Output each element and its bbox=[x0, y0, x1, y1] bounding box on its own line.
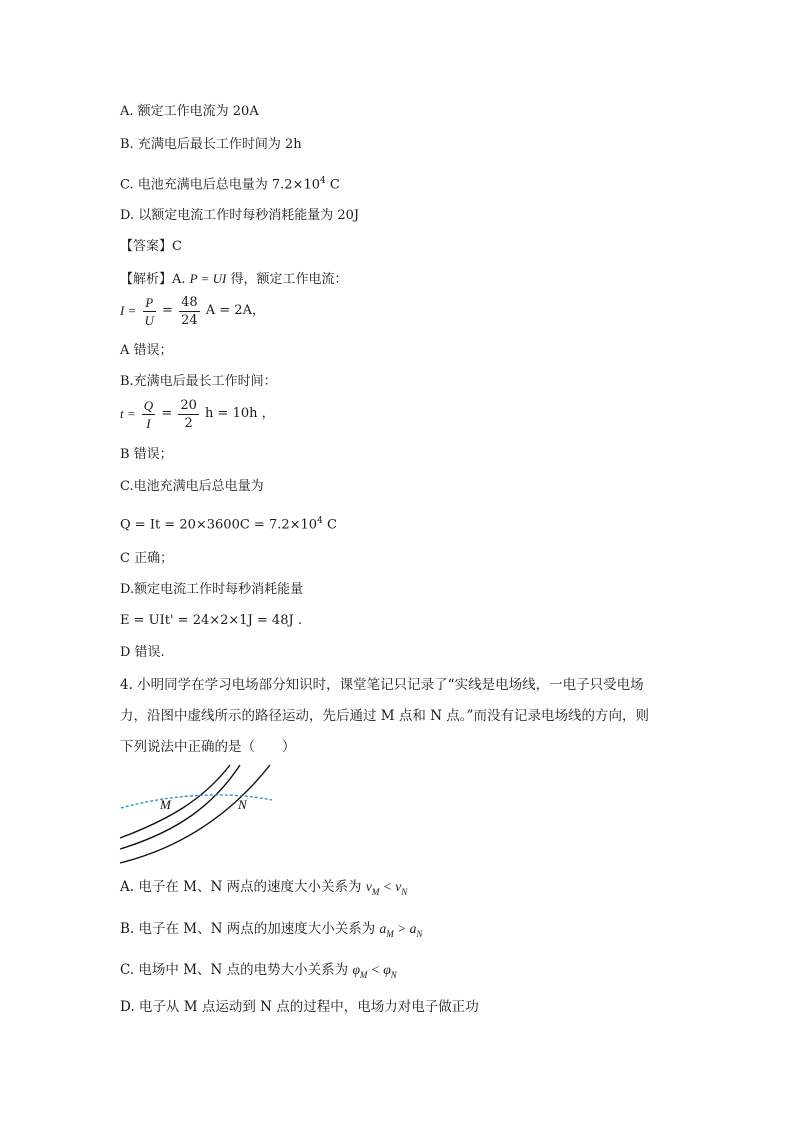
analysis-head-suffix: 得，额定工作电流： bbox=[226, 272, 348, 287]
analysis-d-wrong: D 错误. bbox=[120, 645, 165, 660]
option-c-text: C. 电池充满电后总电量为 7.2×10 bbox=[120, 177, 320, 193]
field-line-1 bbox=[120, 765, 230, 838]
analysis-d-head: D.额定电流工作时每秒消耗能量 bbox=[120, 582, 304, 597]
q4-option-b-text: B. 电子在 M、N 两点的加速度大小关系为 bbox=[120, 921, 380, 937]
eq1-rhs: A = 2A， bbox=[205, 303, 265, 318]
eq1-den1: U bbox=[144, 312, 154, 328]
analysis-b-wrong: B 错误； bbox=[120, 447, 173, 462]
eq2-num1: Q bbox=[143, 397, 154, 413]
field-line-2 bbox=[120, 765, 240, 849]
eq2-lhs: t = bbox=[120, 406, 136, 421]
q4-option-c-sub1: M bbox=[359, 969, 368, 980]
electric-field-figure bbox=[118, 762, 278, 866]
eq1-num2: 48 bbox=[181, 294, 198, 310]
eq1-den2: 24 bbox=[181, 312, 198, 328]
eq2-equals: = bbox=[161, 406, 173, 421]
q4-option-a-mid: < v bbox=[379, 879, 402, 894]
option-d-prev: D. 以额定电流工作时每秒消耗能量为 20J bbox=[120, 208, 360, 223]
q4-option-a-sub2: N bbox=[401, 886, 408, 897]
eq3-text: Q = It = 20×3600C = 7.2×10 bbox=[120, 517, 318, 533]
analysis-head-prefix: 【解析】A. bbox=[120, 272, 190, 287]
analysis-c-right: C 正确； bbox=[120, 551, 174, 566]
analysis-a-wrong: A 错误； bbox=[120, 343, 173, 358]
q4-option-b-var: a bbox=[379, 921, 387, 936]
analysis-head bbox=[120, 269, 348, 290]
eq1-fraction-2 bbox=[179, 294, 200, 329]
equation-charge bbox=[120, 511, 337, 535]
q4-option-a-text: A. 电子在 M、N 两点的速度大小关系为 bbox=[120, 879, 366, 895]
analysis-c-head: C.电池充满电后总电量为 bbox=[120, 479, 264, 494]
option-a-prev: A. 额定工作电流为 20A bbox=[120, 104, 259, 119]
eq1-lhs: I = bbox=[120, 303, 137, 318]
equation-current bbox=[120, 293, 265, 330]
equation-energy: E = UIt' = 24×2×1J = 48J . bbox=[120, 613, 302, 628]
q4-option-b bbox=[120, 919, 422, 945]
eq2-num2: 20 bbox=[180, 397, 197, 413]
q4-option-a-sub1: M bbox=[371, 886, 380, 897]
q4-option-a-var: v bbox=[365, 879, 372, 894]
eq2-fraction-2 bbox=[178, 397, 199, 432]
q4-option-c bbox=[120, 960, 397, 986]
option-b-prev: B. 充满电后最长工作时间为 2h bbox=[120, 137, 302, 152]
q4-option-c-text: C. 电场中 M、N 点的电势大小关系为 bbox=[120, 962, 353, 978]
q4-option-c-mid: < φ bbox=[367, 962, 391, 977]
eq2-rhs: h = 10h ， bbox=[205, 406, 275, 421]
q4-option-d: D. 电子从 M 点运动到 N 点的过程中，电场力对电子做正功 bbox=[120, 999, 479, 1015]
option-c-exponent: 4 bbox=[320, 176, 326, 186]
answer-line: 【答案】C bbox=[120, 239, 182, 254]
q4-option-b-sub1: M bbox=[386, 928, 394, 939]
analysis-b-head: B.充满电后最长工作时间： bbox=[120, 374, 277, 389]
eq1-num1: P bbox=[143, 294, 156, 312]
question4-line1: 4. 小明同学在学习电场部分知识时，课堂笔记只记录了“实线是电场线，一电子只受电场 bbox=[120, 677, 644, 693]
eq1-equals: = bbox=[162, 303, 173, 318]
question4-line3: 下列说法中正确的是（ ） bbox=[120, 739, 296, 755]
option-c-prev bbox=[120, 171, 340, 195]
analysis-head-formula: P = UI bbox=[189, 271, 227, 286]
q4-option-b-mid: > a bbox=[393, 921, 417, 936]
q4-option-a bbox=[120, 877, 407, 903]
eq2-den2: 2 bbox=[184, 415, 193, 431]
q4-option-b-sub2: N bbox=[416, 928, 423, 939]
eq2-den1: I bbox=[146, 415, 151, 431]
point-n-label: N bbox=[238, 797, 247, 812]
equation-time bbox=[120, 396, 275, 433]
q4-option-c-var: φ bbox=[352, 962, 360, 977]
point-m-label: M bbox=[160, 797, 171, 812]
q4-option-c-sub2: N bbox=[390, 969, 397, 980]
electron-trajectory bbox=[121, 795, 272, 808]
eq3-exponent: 4 bbox=[317, 516, 323, 526]
option-c-unit: C bbox=[325, 177, 340, 193]
eq3-unit: C bbox=[322, 517, 337, 533]
eq1-fraction-1 bbox=[143, 294, 156, 329]
eq2-fraction-1 bbox=[142, 397, 155, 432]
question4-line2: 力，沿图中虚线所示的路径运动，先后通过 M 点和 N 点。”而没有记录电场线的方向，则 bbox=[120, 708, 649, 724]
field-line-3 bbox=[120, 765, 270, 863]
